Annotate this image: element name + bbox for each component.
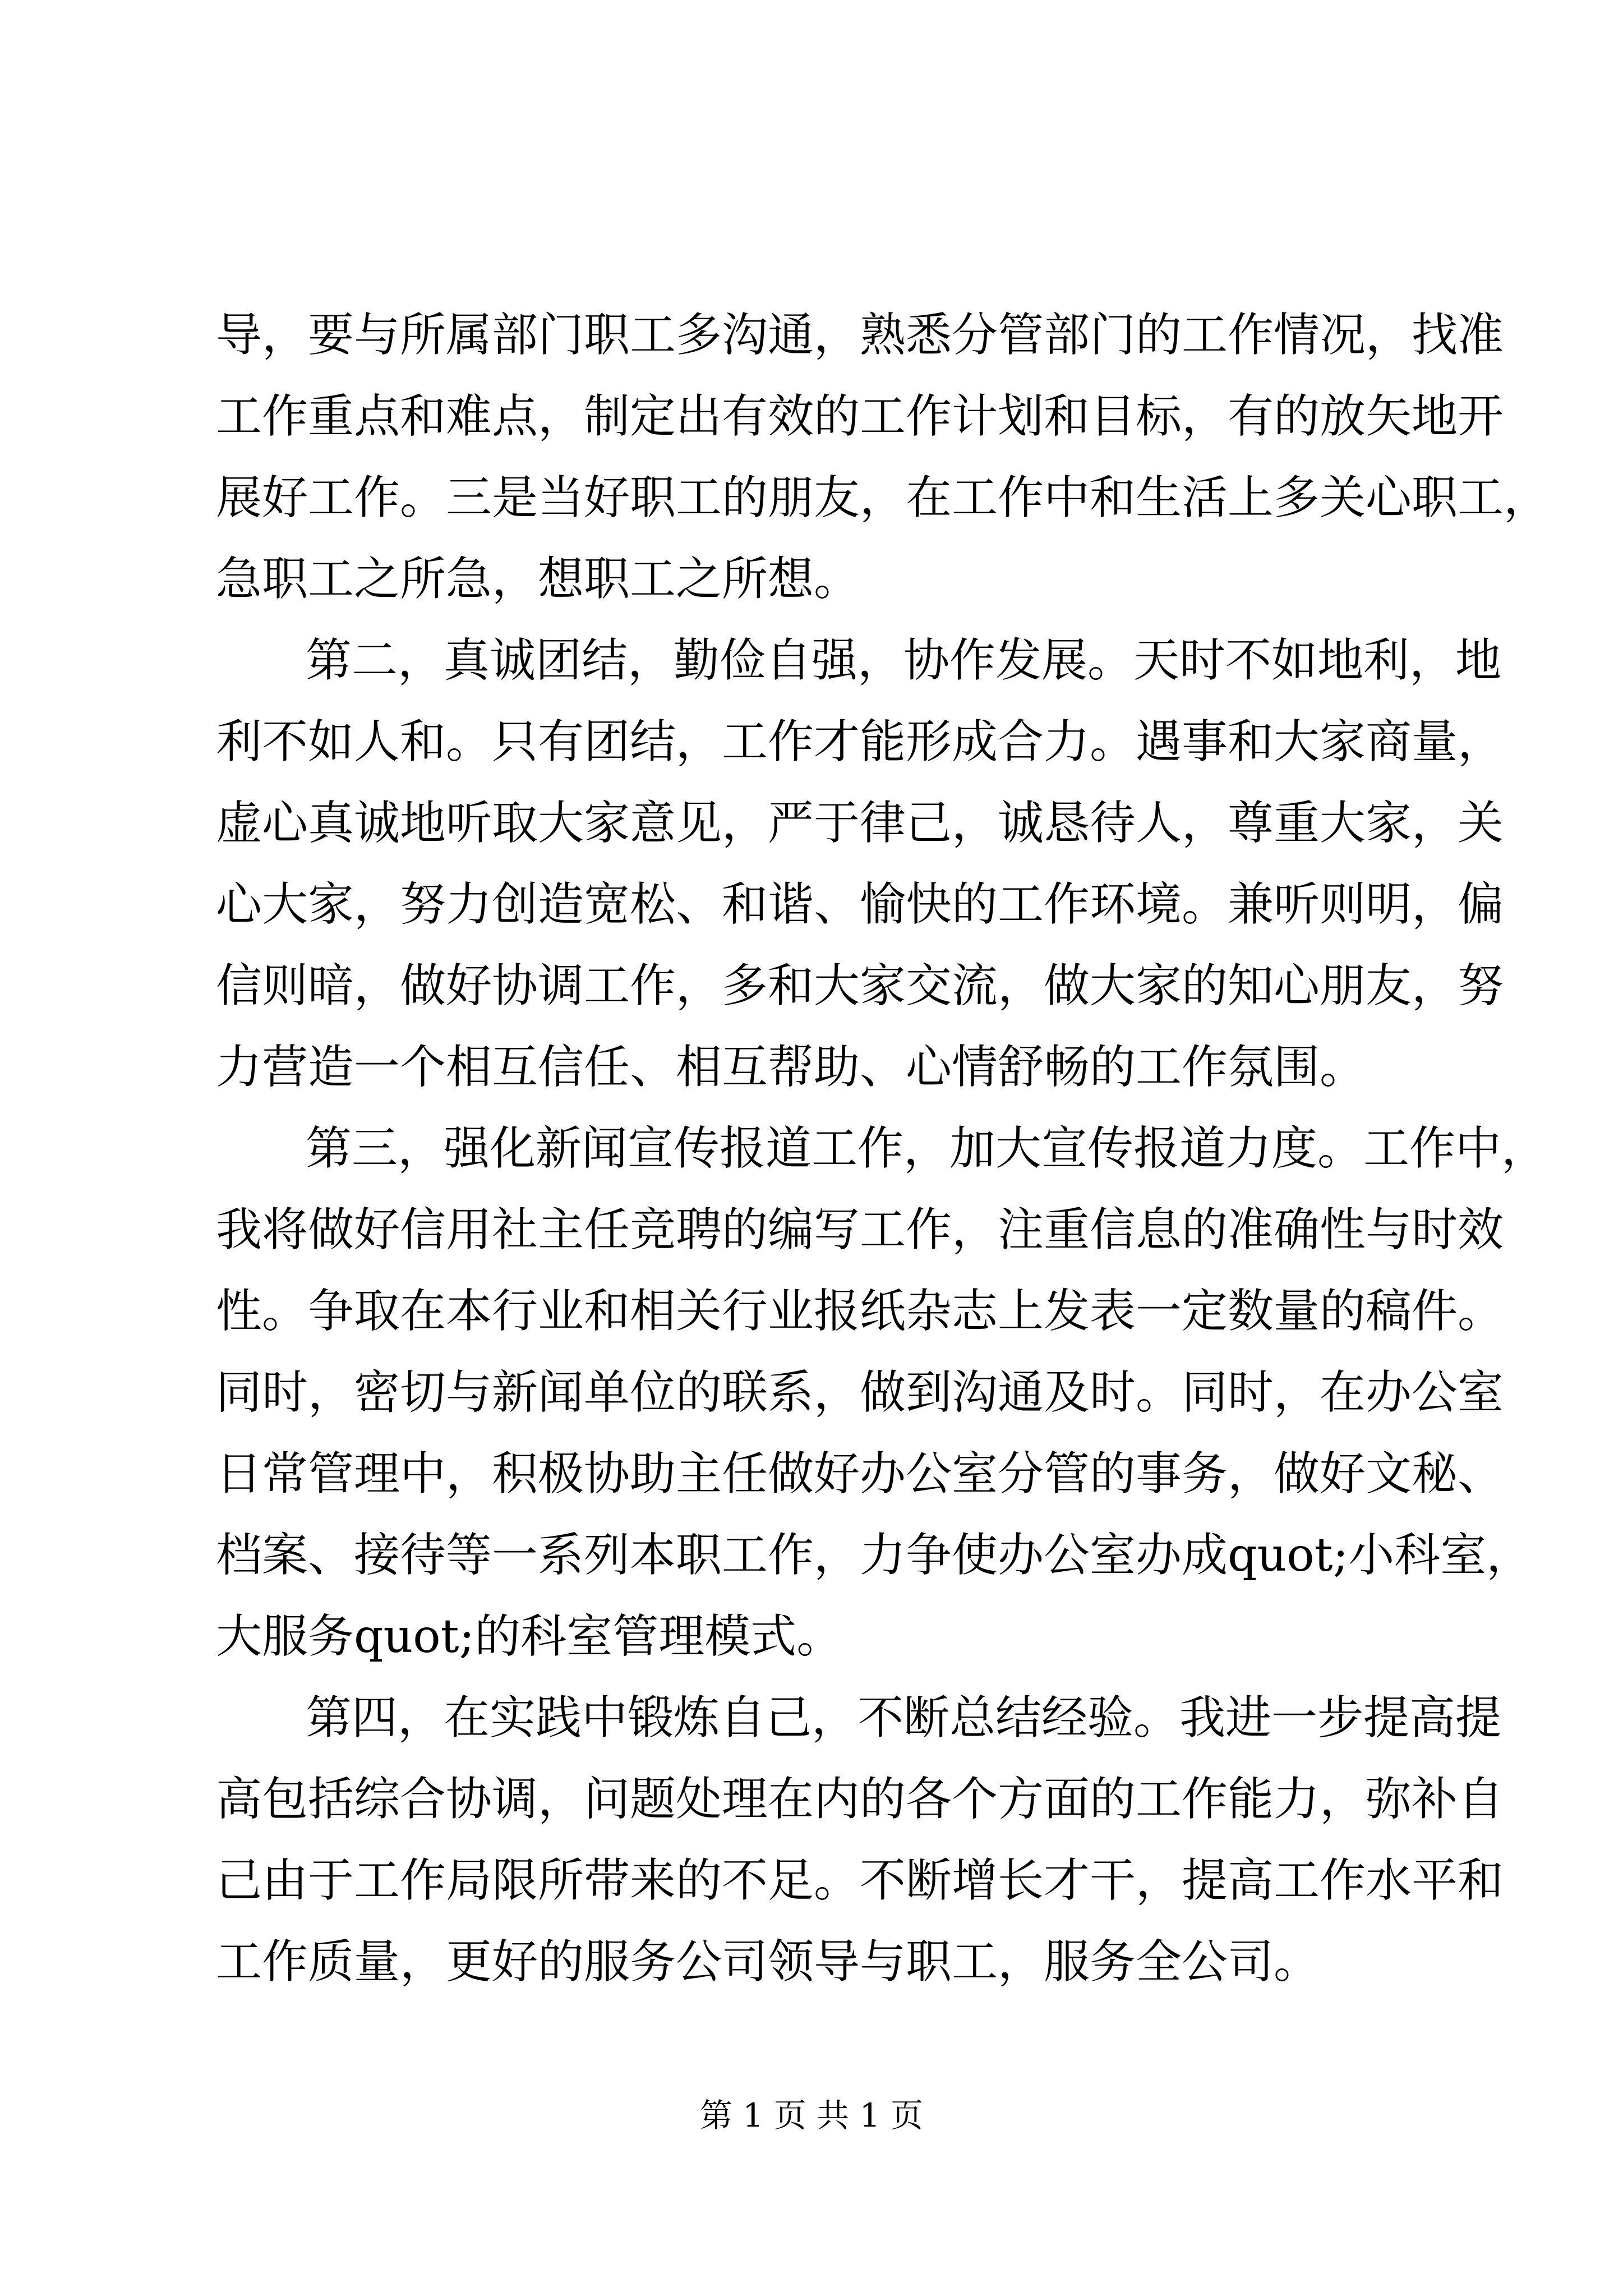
paragraph-2-line-5: 信则暗，做好协调工作，多和大家交流，做大家的知心朋友，努: [216, 959, 1504, 1013]
paragraph-3-line-5: 日常管理中，积极协助主任做好办公室分管的事务，做好文秘、: [216, 1447, 1504, 1501]
paragraph-3-line-3: 性。争取在本行业和相关行业报纸杂志上发表一定数量的稿件。: [216, 1285, 1504, 1338]
paragraph-1-line-2: 工作重点和难点，制定出有效的工作计划和目标，有的放矢地开: [216, 390, 1504, 443]
paragraph-1-line-4: 急职工之所急，想职工之所想。: [216, 553, 860, 606]
paragraph-4-line-1: 第四，在实践中锻炼自己，不断总结经验。我进一步提高提: [306, 1691, 1502, 1745]
paragraph-4-line-2: 高包括综合协调，问题处理在内的各个方面的工作能力，弥补自: [216, 1773, 1504, 1826]
paragraph-2-line-4: 心大家，努力创造宽松、和谐、愉快的工作环境。兼听则明，偏: [216, 878, 1504, 931]
paragraph-1-line-1: 导，要与所属部门职工多沟通，熟悉分管部门的工作情况，找准: [216, 309, 1504, 362]
paragraph-2-line-1: 第二，真诚团结，勤俭自强，协作发展。天时不如地利，地: [306, 634, 1502, 687]
paragraph-4-line-4: 工作质量，更好的服务公司领导与职工，服务全公司。: [216, 1935, 1320, 1989]
page-number-footer: 第 1 页 共 1 页: [700, 2096, 923, 2134]
paragraph-3-line-2: 我将做好信用社主任竞聘的编写工作，注重信息的准确性与时效: [216, 1203, 1504, 1257]
paragraph-3-line-7: 大服务quot;的科室管理模式。: [216, 1610, 843, 1663]
paragraph-3-line-1: 第三，强化新闻宣传报道工作，加大宣传报道力度。工作中，: [306, 1122, 1548, 1175]
paragraph-3-line-4: 同时，密切与新闻单位的联系，做到沟通及时。同时，在办公室: [216, 1366, 1504, 1419]
paragraph-2-line-3: 虚心真诚地听取大家意见，严于律己，诚恳待人，尊重大家，关: [216, 797, 1504, 850]
paragraph-2-line-2: 利不如人和。只有团结，工作才能形成合力。遇事和大家商量，: [216, 715, 1504, 769]
paragraph-2-line-6: 力营造一个相互信任、相互帮助、心情舒畅的工作氛围。: [216, 1041, 1366, 1094]
paragraph-4-line-3: 己由于工作局限所带来的不足。不断增长才干，提高工作水平和: [216, 1854, 1504, 1907]
paragraph-1-line-3: 展好工作。三是当好职工的朋友，在工作中和生活上多关心职工，: [216, 471, 1550, 524]
paragraph-3-line-6: 档案、接待等一系列本职工作，力争使办公室办成quot;小科室，: [216, 1529, 1533, 1582]
